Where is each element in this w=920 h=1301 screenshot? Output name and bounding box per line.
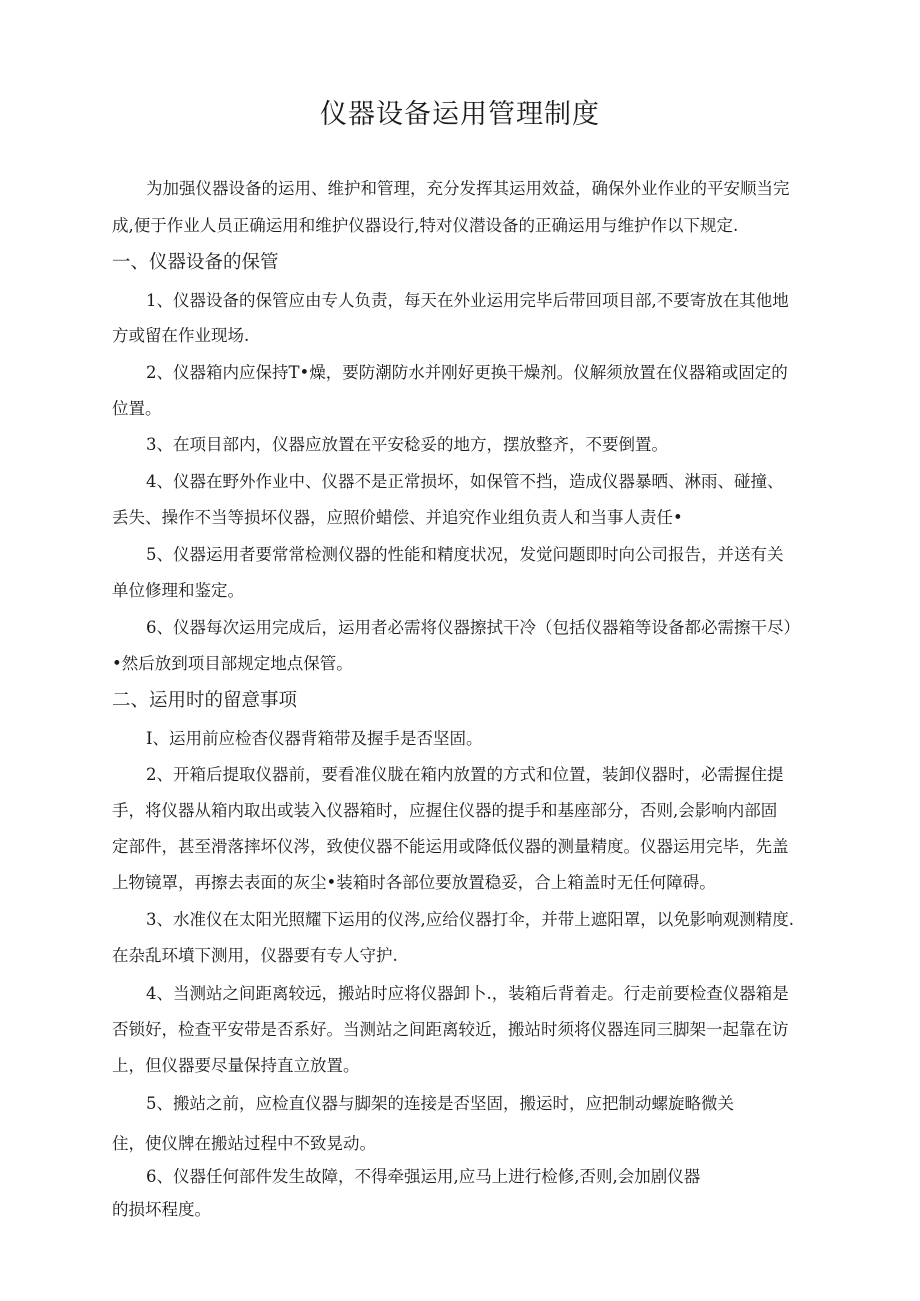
s1-item-4-line-1: 4、仪器在野外作业中、仪器不是正常损坏，如保管不挡，造成仪器暴晒、淋雨、碰撞、 <box>146 472 784 491</box>
s2-item-4-line-3: 上，但仪器要尽量保持直立放置。 <box>112 1056 360 1075</box>
s2-item-6-line-1: 6、仪器任何部件发生故障，不得牵强运用,应马上进行检修,否则,会加剧仪器 <box>146 1167 701 1186</box>
s1-item-5-line-1: 5、仪器运用者要常常检测仪器的性能和精度状况，发觉问题即时向公司报告，并送有关 <box>146 545 784 564</box>
s2-item-2-line-4: 上物镜罩，再擦去表面的灰尘•装箱时各部位要放置稳妥，合上箱盖时无任何障碍。 <box>112 873 716 892</box>
s2-item-4-line-2: 否锁好，检查平安带是否系好。当测站之间距离较近，搬站时须将仪器连同三脚架一起靠在访 <box>112 1020 789 1039</box>
s2-item-5-line-1: 5、搬站之前，应检直仪器与脚架的连接是否坚固，搬运时，应把制动螺旋略微关 <box>146 1094 734 1113</box>
s1-item-5-line-2: 单位修理和鉴定。 <box>112 581 244 600</box>
s2-item-3-line-2: 在杂乱环墳下测用，仪器要有专人守护. <box>112 946 398 965</box>
s2-item-6-line-2: 的损坏程度。 <box>112 1200 211 1219</box>
intro-line-1: 为加强仪器设备的运用、维护和管理，充分发挥其运用效益，确保外业作业的平安顺当完 <box>146 179 790 198</box>
s2-item-2-line-1: 2、开箱后提取仪器前，要看准仪胧在箱内放置的方式和位置，装卸仪器时，必需握住提 <box>146 765 784 784</box>
s2-item-1-line-1: I、运用前应检杳仪器背箱带及握手是否坚固。 <box>146 729 483 748</box>
s1-item-1-line-1: 1、仪器设备的保管应由专人负责，每天在外业运用完毕后带回项目部,不要寄放在其他地 <box>146 291 789 310</box>
s2-item-5-line-2: 住，使仪牌在搬站过程中不致晃动。 <box>112 1134 376 1153</box>
s1-item-2-line-1: 2、仪器箱内应保持T•燥，要防潮防水并刚好更换干燥剂。仪解须放置在仪器箱或固定的 <box>146 363 788 382</box>
s1-item-6-line-2: •然后放到项目部规定地点保管。 <box>112 654 353 673</box>
section-2-heading: 二、运用时的留意事项 <box>112 690 298 711</box>
s2-item-2-line-3: 定部件，甚至滑落摔坏仪涔，致使仪器不能运用或降低仪器的测量精度。仪器运用完毕，先盖 <box>112 837 789 856</box>
section-1-heading: 一、仪器设备的保管 <box>112 252 279 273</box>
s1-item-2-line-2: 位置。 <box>112 399 162 418</box>
intro-line-2: 成,便于作业人员正确运用和维护仪器设行,特对仪潜设备的正确运用与维护作以下规定. <box>112 216 739 235</box>
s2-item-2-line-2: 手，将仪器从箱内取出或装入仪器箱时，应握住仪器的提手和基座部分，否则,会影响内部固 <box>112 801 778 820</box>
document-title: 仪器设备运用管理制度 <box>320 99 600 130</box>
s1-item-3-line-1: 3、在项目部内，仪器应放置在平安稔妥的地方，摆放整齐，不要倒置。 <box>146 435 668 454</box>
s2-item-4-line-1: 4、当测站之间距离较远，搬站时应将仪器卸卜.，装箱后背着走。行走前要检查仪器箱是 <box>146 984 789 1003</box>
s2-item-3-line-1: 3、水准仪在太阳光照耀下运用的仪涔,应给仪器打伞，并带上遮阳罩，以免影响观测精度. <box>146 910 794 929</box>
s1-item-6-line-1: 6、仪器每次运用完成后，运用者必需将仪器擦拭干冷（包括仪器箱等设备都必需擦干尽） <box>146 618 800 637</box>
s1-item-1-line-2: 方或留在作业现场. <box>112 326 250 345</box>
s1-item-4-line-2: 丢失、操作不当等损坏仪器，应照价蜡偿、并追究作业组负责人和当事人责任• <box>112 508 683 527</box>
